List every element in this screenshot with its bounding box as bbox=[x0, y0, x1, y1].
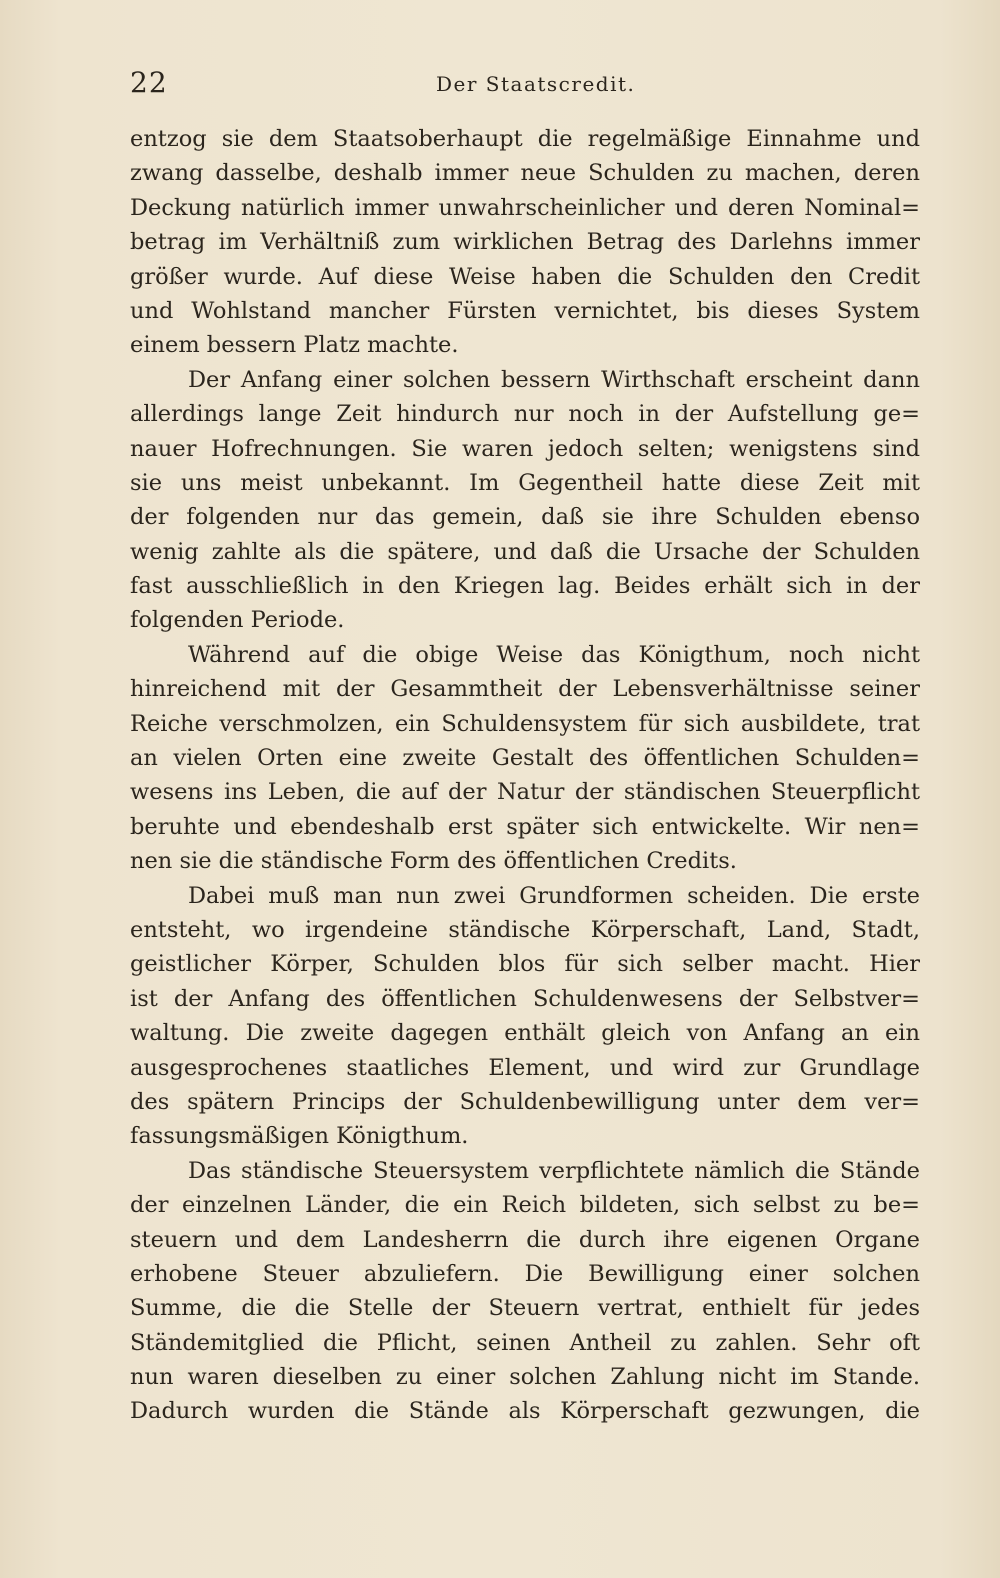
text-line: entsteht, wo irgendeine ständische Körperschaft, Land, Stadt, bbox=[130, 916, 920, 943]
text-line: und Wohlstand mancher Fürsten vernichtet, bis dieses System bbox=[130, 297, 920, 324]
text-line: erhobene Steuer abzuliefern. Die Bewilligung einer solchen bbox=[130, 1260, 920, 1287]
text-line: Der Anfang einer solchen bessern Wirthschaft erscheint dann bbox=[188, 366, 920, 393]
text-line: allerdings lange Zeit hindurch nur noch in der Aufstellung ge= bbox=[130, 401, 920, 428]
text-line: waltung. Die zweite dagegen enthält gleich von Anfang an ein bbox=[130, 1020, 920, 1047]
text-line: nauer Hofrechnungen. Sie waren jedoch selten; wenigstens sind bbox=[130, 435, 920, 462]
page-number: 22 bbox=[130, 66, 168, 99]
text-line: Dadurch wurden die Stände als Körperschaft gezwungen, die bbox=[130, 1398, 920, 1425]
text-line: steuern und dem Landesherrn die durch ihre eigenen Organe bbox=[130, 1226, 920, 1253]
text-line: fast ausschließlich in den Kriegen lag. Beides erhält sich in der bbox=[130, 573, 920, 600]
text-line: größer wurde. Auf diese Weise haben die Schulden den Credit bbox=[130, 263, 920, 290]
text-line: zwang dasselbe, deshalb immer neue Schulden zu machen, deren bbox=[130, 160, 920, 187]
text-line: nen sie die ständische Form des öffentlichen Credits. bbox=[130, 848, 737, 875]
text-line: nun waren dieselben zu einer solchen Zahlung nicht im Stande. bbox=[130, 1364, 920, 1391]
text-line: Dabei muß man nun zwei Grundformen scheiden. Die erste bbox=[188, 882, 920, 909]
text-line: ausgesprochenes staatliches Element, und wird zur Grundlage bbox=[130, 1054, 920, 1081]
text-line: sie uns meist unbekannt. Im Gegentheil hatte diese Zeit mit bbox=[130, 469, 920, 496]
text-line: fassungsmäßigen Königthum. bbox=[130, 1123, 469, 1150]
text-line: wesens ins Leben, die auf der Natur der ständischen Steuerpflicht bbox=[130, 779, 920, 806]
text-line: geistlicher Körper, Schulden blos für sich selber macht. Hier bbox=[130, 951, 920, 978]
text-line: Summe, die die Stelle der Steuern vertrat, enthielt für jedes bbox=[130, 1295, 920, 1322]
text-line: des spätern Princips der Schuldenbewilligung unter dem ver= bbox=[130, 1088, 920, 1115]
text-line: ist der Anfang des öffentlichen Schuldenwesens der Selbstver= bbox=[130, 985, 920, 1012]
text-line: einem bessern Platz machte. bbox=[130, 332, 459, 359]
body-text bbox=[130, 122, 920, 1429]
text-line: Deckung natürlich immer unwahrscheinlicher und deren Nominal= bbox=[130, 194, 920, 221]
text-line: Ständemitglied die Pflicht, seinen Antheil zu zahlen. Sehr oft bbox=[130, 1329, 920, 1356]
text-line: folgenden Periode. bbox=[130, 607, 345, 634]
running-title: Der Staatscredit. bbox=[436, 72, 636, 96]
text-line: der einzelnen Länder, die ein Reich bildeten, sich selbst zu be= bbox=[130, 1192, 920, 1219]
text-line: Reiche verschmolzen, ein Schuldensystem für sich ausbildete, trat bbox=[130, 710, 920, 737]
text-line: beruhte und ebendeshalb erst später sich entwickelte. Wir nen= bbox=[130, 813, 920, 840]
text-line: entzog sie dem Staatsoberhaupt die regelmäßige Einnahme und bbox=[130, 126, 920, 152]
text-line: wenig zahlte als die spätere, und daß die Ursache der Schulden bbox=[130, 538, 920, 565]
text-line: betrag im Verhältniß zum wirklichen Betrag des Darlehns immer bbox=[130, 229, 920, 256]
text-line: der folgenden nur das gemein, daß sie ihre Schulden ebenso bbox=[130, 504, 920, 531]
page-header bbox=[130, 66, 870, 106]
text-line: Das ständische Steuersystem verpflichtete nämlich die Stände bbox=[188, 1157, 920, 1184]
text-line: Während auf die obige Weise das Königthum, noch nicht bbox=[188, 641, 920, 668]
text-line: hinreichend mit der Gesammtheit der Lebensverhältnisse seiner bbox=[130, 676, 920, 703]
text-line: an vielen Orten eine zweite Gestalt des öffentlichen Schulden= bbox=[130, 745, 920, 772]
